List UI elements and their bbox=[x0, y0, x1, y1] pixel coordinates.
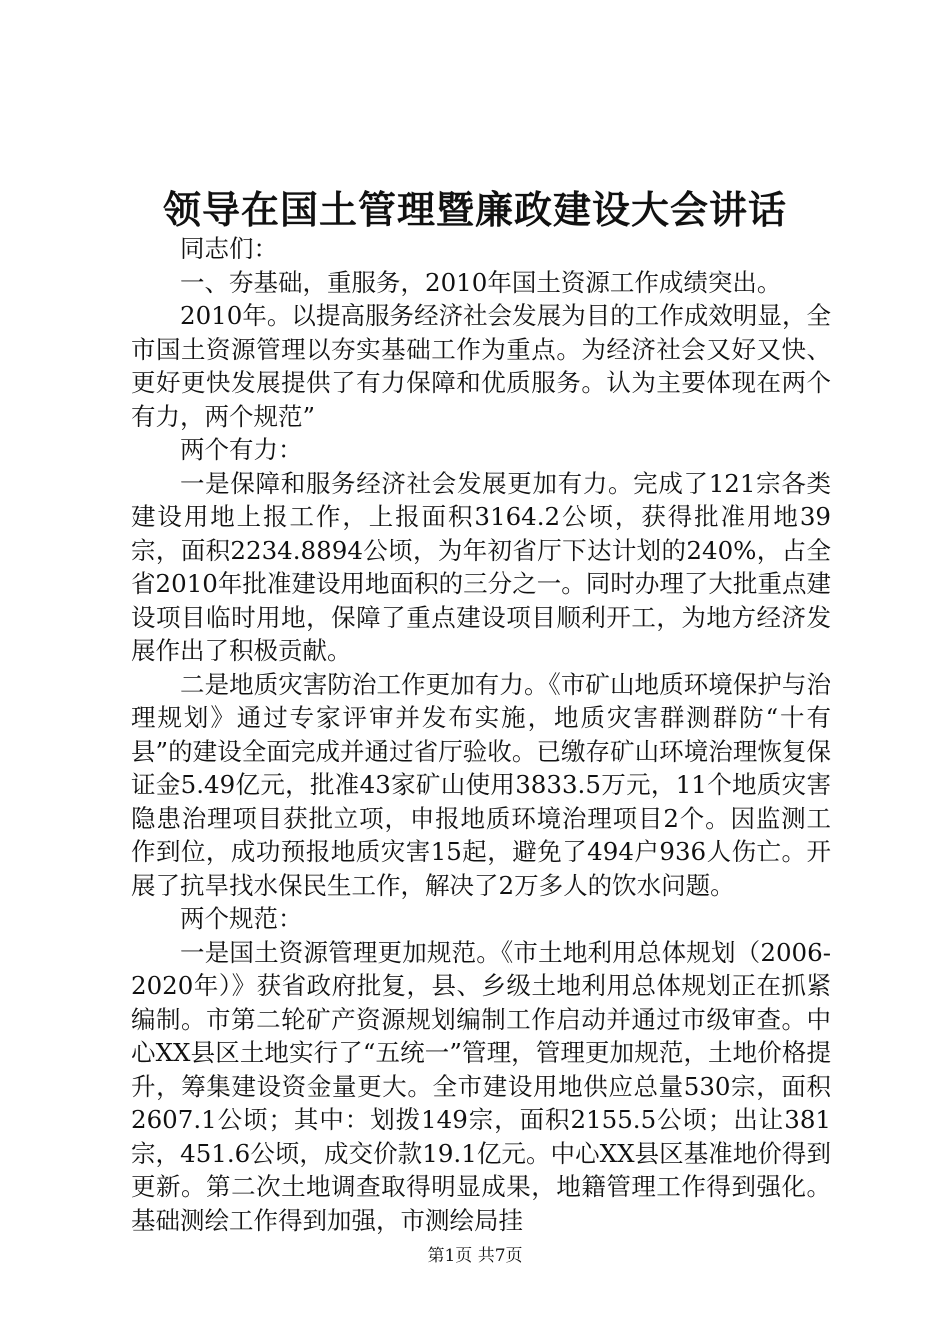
paragraph-intro: 2010年。以提高服务经济社会发展为目的工作成效明显，全市国土资源管理以夯实基础工作为重点。为经济社会又好又快、更好更快发展提供了有力保障和优质服务。认为主要体现在两个有力，两个规范” bbox=[131, 301, 831, 431]
paragraph-greeting: 同志们： bbox=[180, 234, 278, 263]
document-body bbox=[131, 232, 831, 1237]
paragraph-two-strengths-heading: 两个有力： bbox=[180, 435, 303, 464]
paragraph-two-norms-heading: 两个规范： bbox=[180, 904, 303, 933]
paragraph-strength-two: 二是地质灾害防治工作更加有力。《市矿山地质环境保护与治理规划》通过专家评审并发布实施，地质灾害群测群防“十有县”的建设全面完成并通过省厅验收。已缴存矿山环境治理恢复保证金5.49亿元，批准43家矿山使用3833.5万元，11个地质灾害隐患治理项目获批立项，申报地质环境治理项目2个。因监测工作到位，成功预报地质灾害15起，避免了494户936人伤亡。开展了抗旱找水保民生工作，解决了2万多人的饮水问题。 bbox=[131, 669, 831, 900]
paragraph-section-heading: 一、夯基础，重服务，2010年国土资源工作成绩突出。 bbox=[180, 267, 782, 297]
page-title: 领导在国土管理暨廉政建设大会讲话 bbox=[162, 187, 787, 232]
paragraph-norm-one: 一是国土资源管理更加规范。《市土地利用总体规划（2006-2020年）》获省政府批复，县、乡级土地利用总体规划正在抓紧编制。市第二轮矿产资源规划编制工作启动并通过市级审查。中心XX县区土地实行了“五统一”管理，管理更加规范，土地价格提升，筹集建设资金量更大。全市建设用地供应总量530宗，面积2607.1公顷；其中：划拨149宗，面积2155.5公顷；出让381宗，451.6公顷，成交价款19.1亿元。中心XX县区基准地价得到更新。第二次土地调查取得明显成果，地籍管理工作得到强化。基础测绘工作得到加强，市测绘局挂 bbox=[131, 937, 831, 1235]
page-footer: 第1页 共7页 bbox=[427, 1246, 523, 1266]
paragraph-strength-one: 一是保障和服务经济社会发展更加有力。完成了121宗各类建设用地上报工作，上报面积3164.2公顷，获得批准用地39宗，面积2234.8894公顷，为年初省厅下达计划的240%，占全省2010年批准建设用地面积的三分之一。同时办理了大批重点建设项目临时用地，保障了重点建设项目顺利开工，为地方经济发展作出了积极贡献。 bbox=[131, 468, 831, 665]
